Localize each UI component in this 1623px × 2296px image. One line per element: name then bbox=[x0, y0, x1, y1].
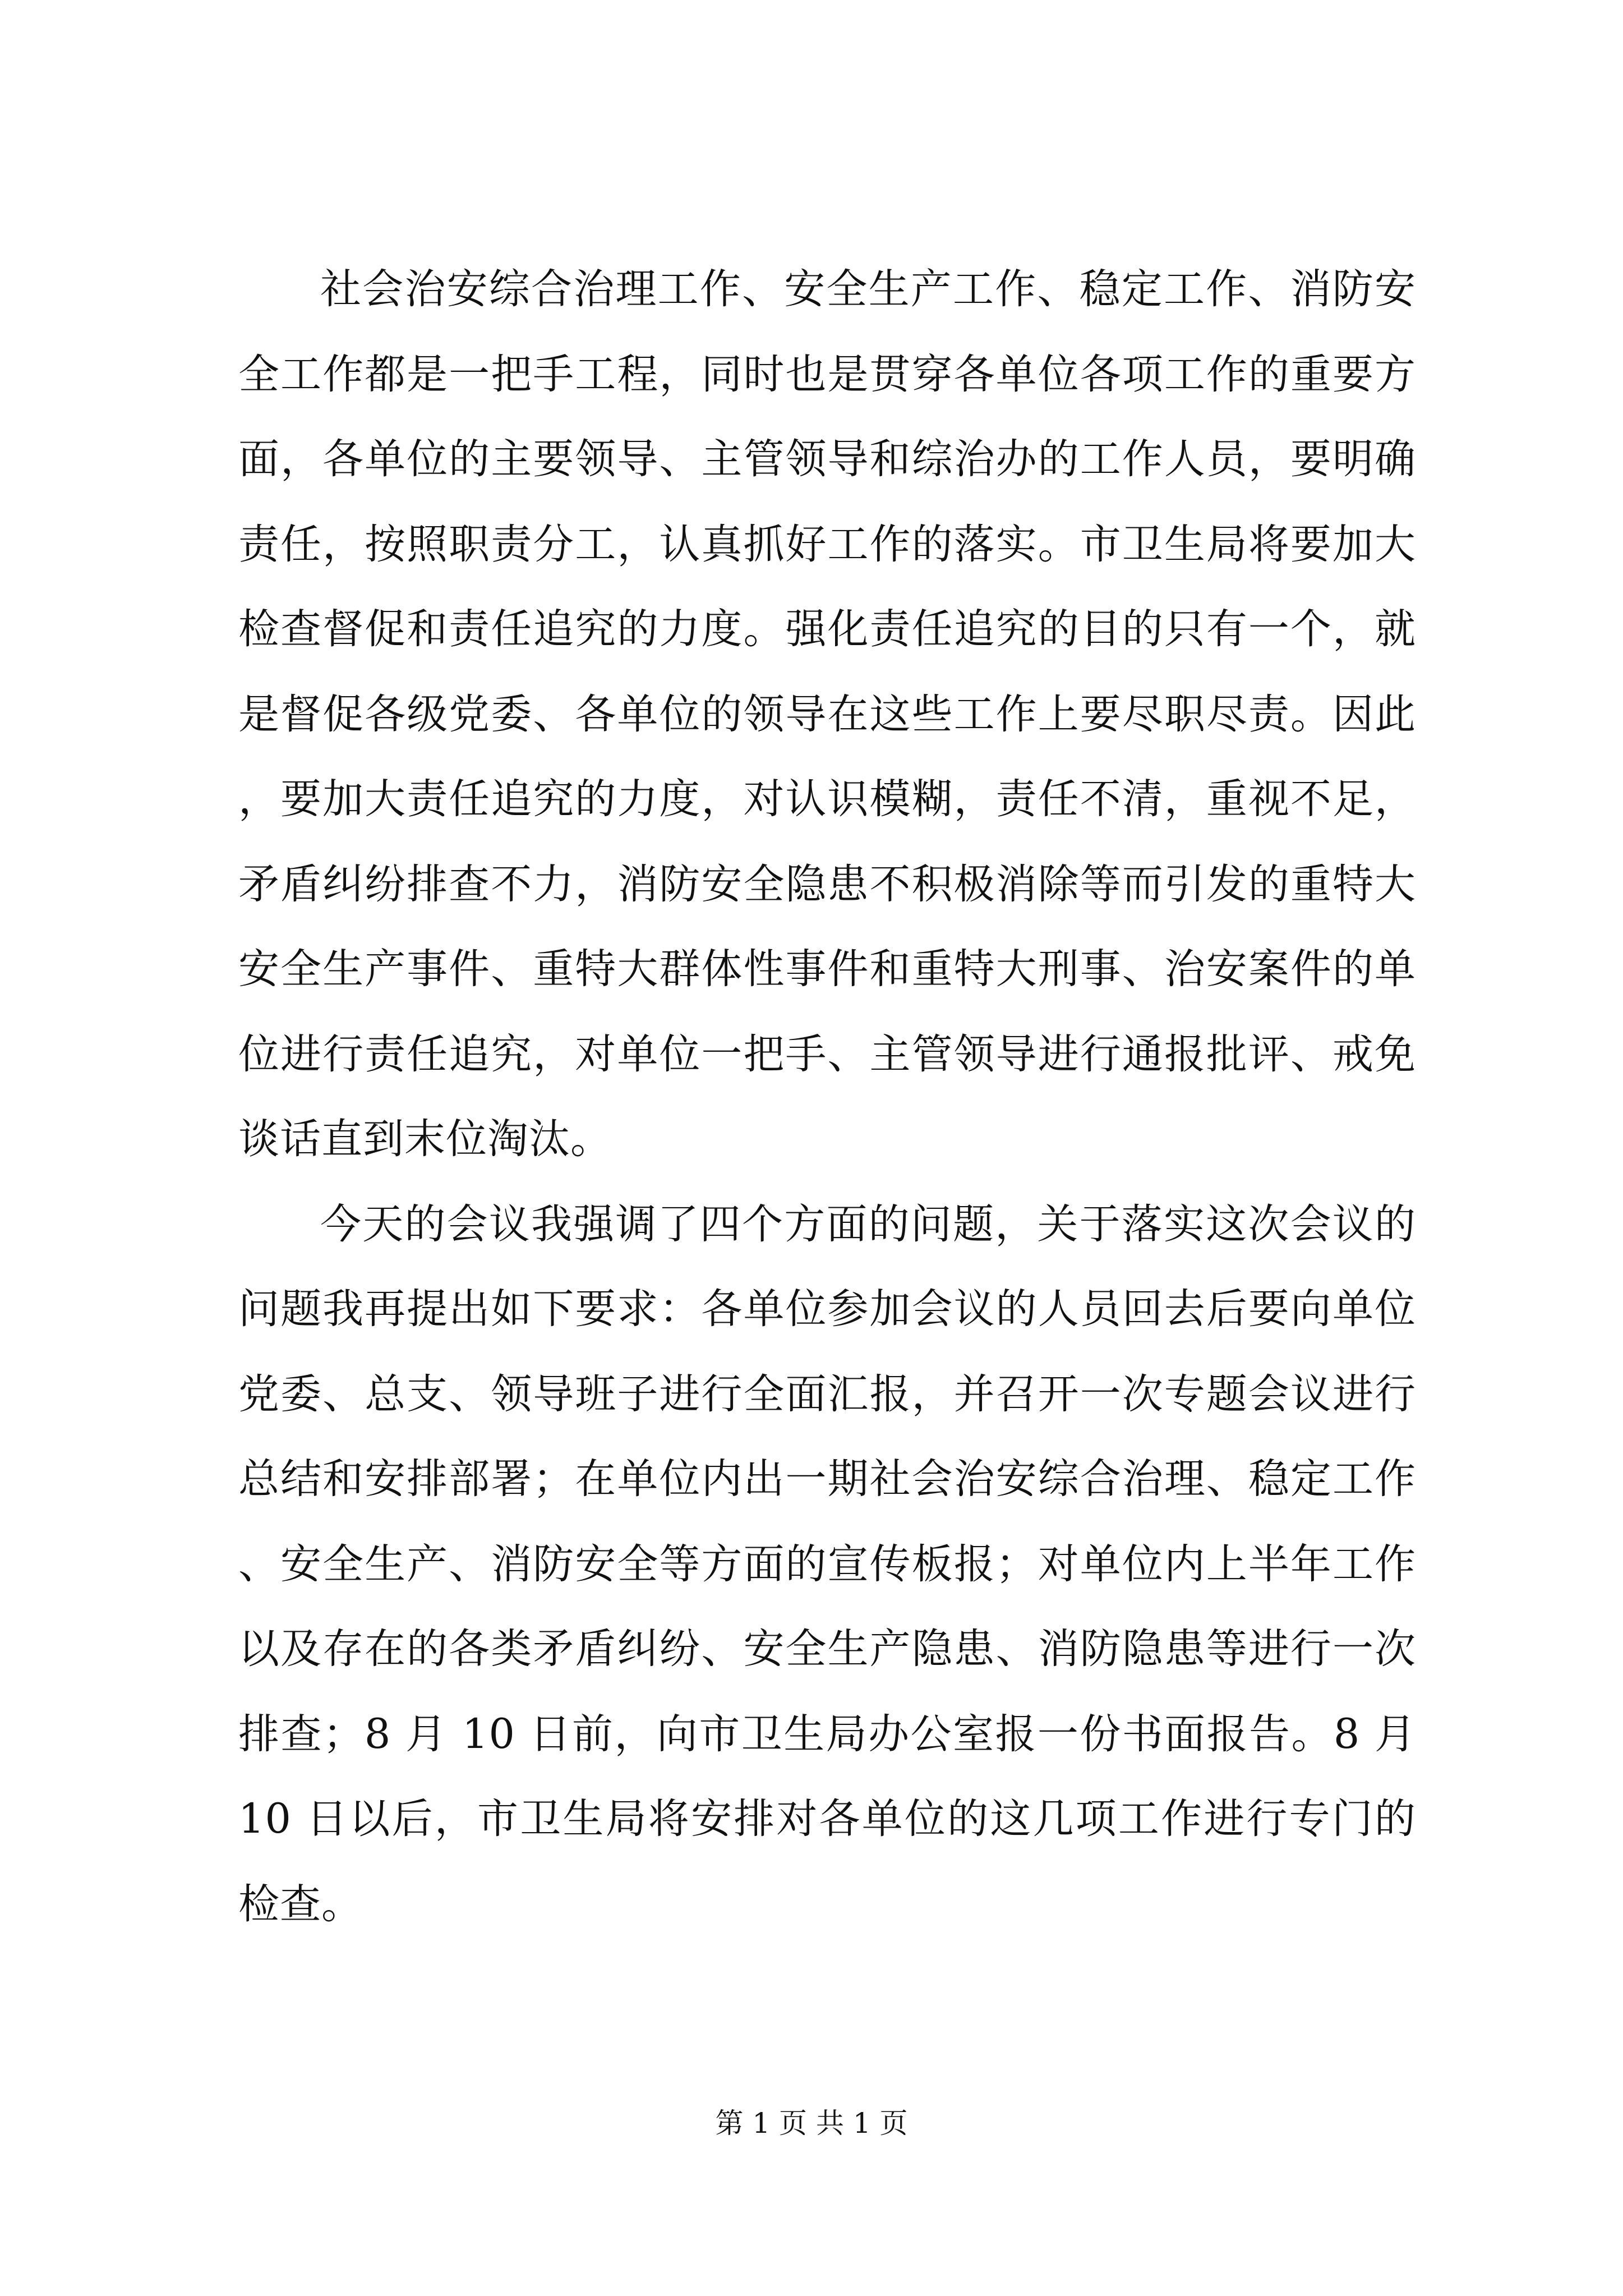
paragraph-meeting-requirements: 今天的会议我强调了四个方面的问题，关于落实这次会议的问题我再提出如下要求：各单位参加会议的人员回去后要向单位党委、总支、领导班子进行全面汇报，并召开一次专题会议进行总结和安排部署；在单位内出一期社会治安综合治理、稳定工作、安全生产、消防安全等方面的宣传板报；对单位内上半年工作以及存在的各类矛盾纠纷、安全生产隐患、消防隐患等进行一次排查；8 月 10 日前，向市卫生局办公室报一份书面报告。8 月 10 日以后，市卫生局将安排对各单位的这几项工作进行专门的检查。 bbox=[238, 1200, 1416, 1928]
paragraph-responsibility: 社会治安综合治理工作、安全生产工作、稳定工作、消防安全工作都是一把手工程，同时也是贯穿各单位各项工作的重要方面，各单位的主要领导、主管领导和综治办的工作人员，要明确责任，按照职责分工，认真抓好工作的落实。市卫生局将要加大检查督促和责任追究的力度。强化责任追究的目的只有一个，就是督促各级党委、各单位的领导在这些工作上要尽职尽责。因此，要加大责任追究的力度，对认识模糊，责任不清，重视不足，矛盾纠纷排查不力，消防安全隐患不积极消除等而引发的重特大安全生产事件、重特大群体性事件和重特大刑事、治安案件的单位进行责任追究，对单位一把手、主管领导进行通报批评、戒免谈话直到末位淘汰。 bbox=[238, 265, 1416, 1163]
document-body bbox=[238, 247, 1416, 1947]
page-footer: 第 1 页 共 1 页 bbox=[715, 2107, 908, 2139]
